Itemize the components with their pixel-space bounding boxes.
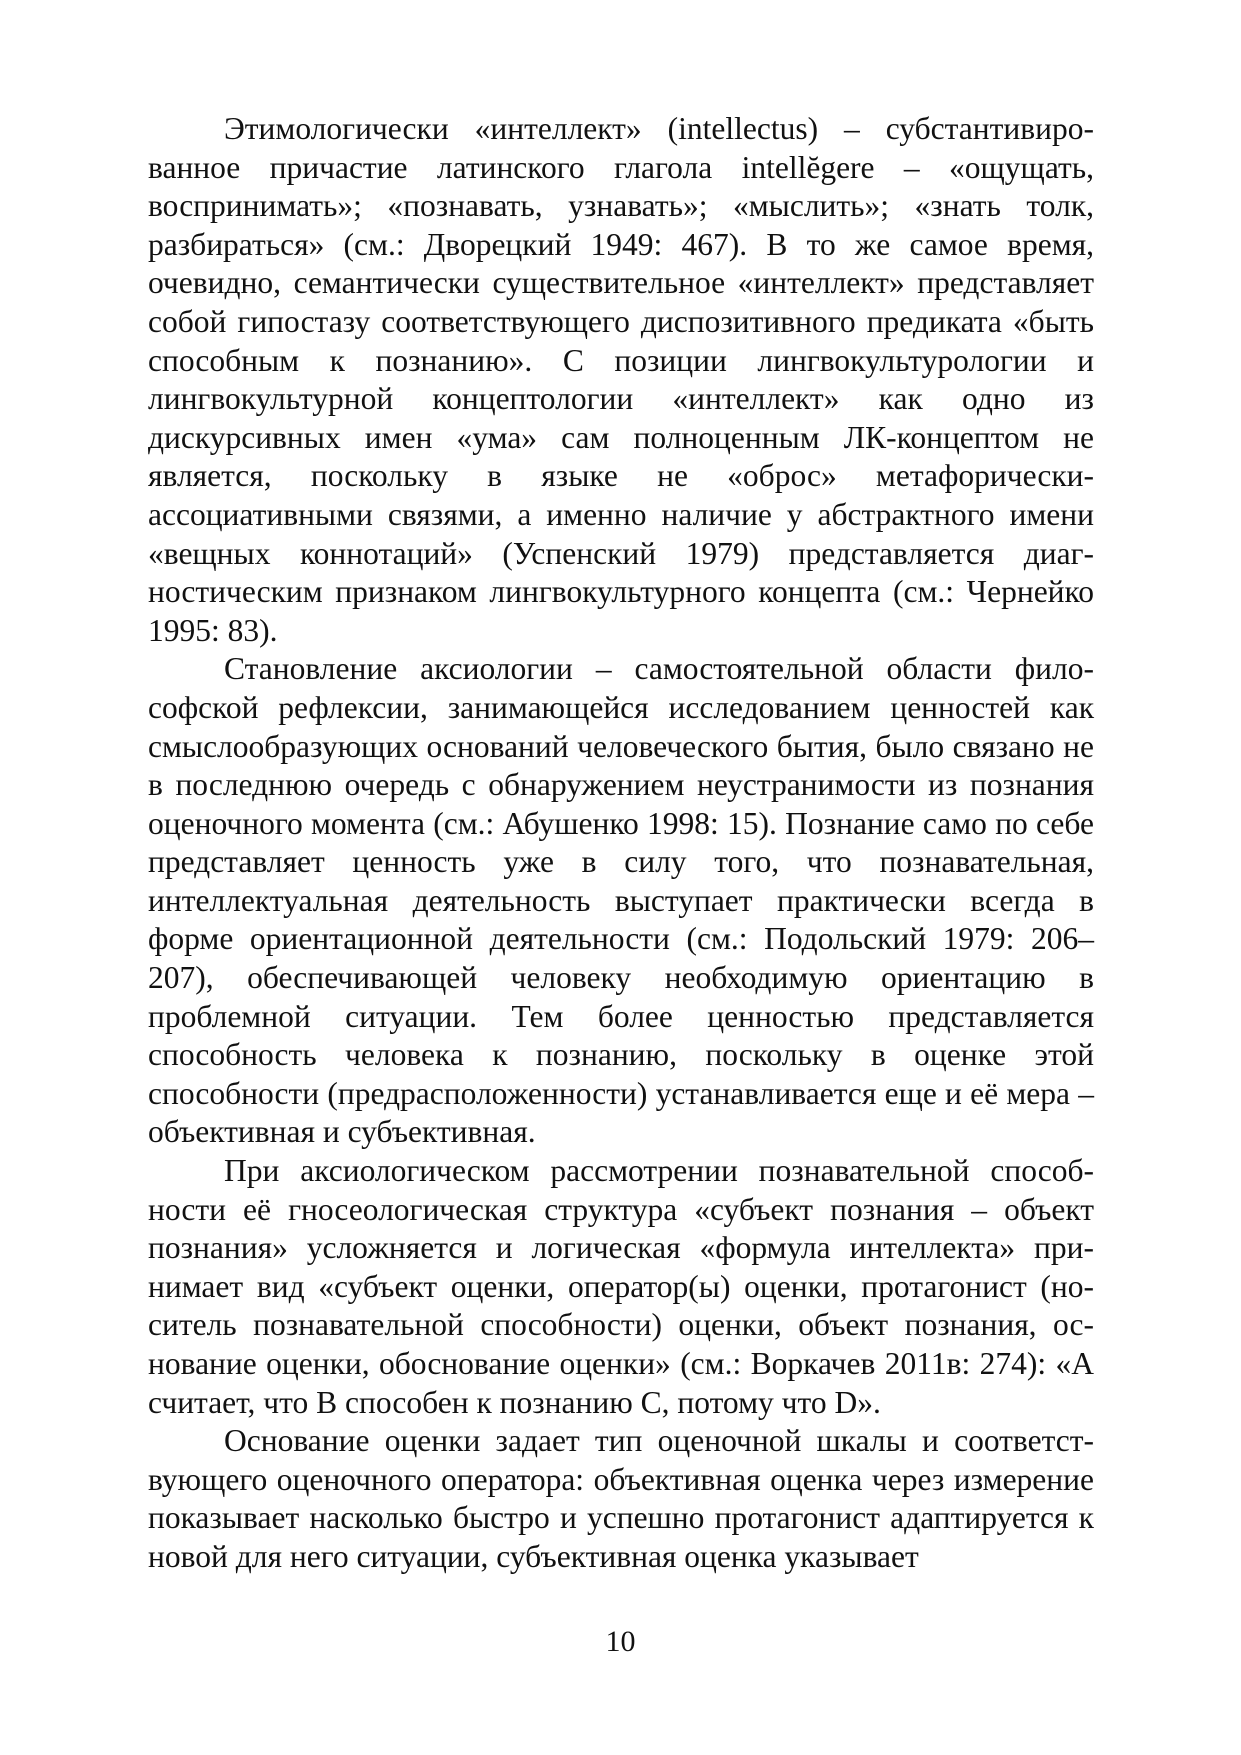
page-body [148, 110, 1094, 1577]
paragraph-evaluation-basis: Основание оценки задает тип оценочной шкалы и соответствующего оценочного оператора: объективная оценка через измерение показывает насколько быстро и успешно протагонист адаптируется к новой для него ситуации, субъективная оценка указывает [148, 1423, 1094, 1574]
paragraph-etymology: Этимологически «интеллект» (intellectus) – субстантивированное причастие латинского глагола intellĕgere – «ощущать, воспринимать»; «познавать, узнавать»; «мыслить»; «знать толк, разбираться» (см.: Дворецкий 1949: 467). В то же самое время, очевидно, семантически существительное «интеллект» представляет собой гипостазу соответствующего диспозитивного предиката «быть способным к познанию». С позиции лингвокультурологии и лингвокультурной концептологии «интеллект» как одно из дискурсивных имен «ума» сам полноценным ЛК-концептом не является, поскольку в языке не «оброс» метафорически-ассоциативными связями, а именно наличие у абстрактного имени «вещных коннотаций» (Успенский 1979) представляется диагностическим признаком лингвокультурного концепта (см.: Чернейко 1995: 83). [148, 111, 1094, 648]
paragraph-cognitive-ability: При аксиологическом рассмотрении познавательной способности её гносеологическая структура «субъект познания – объект познания» усложняется и логическая «формула интеллекта» принимает вид «субъект оценки, оператор(ы) оценки, протагонист (носитель познавательной способности) оценки, объект познания, основание оценки, обоснование оценки» (см.: Воркачев 2011в: 274): «А считает, что В способен к познанию С, потому что D». [148, 1153, 1094, 1420]
page-number: 10 [605, 1625, 636, 1658]
paragraph-axiology: Становление аксиологии – самостоятельной области философской рефлексии, занимающейся исследованием ценностей как смыслообразующих оснований человеческого бытия, было связано не в последнюю очередь с обнаружением неустранимости из познания оценочного момента (см.: Абушенко 1998: 15). Познание само по себе представляет ценность уже в силу того, что познавательная, интеллектуальная деятельность выступает практически всегда в форме ориентационной деятельности (см.: Подольский 1979: 206–207), обеспечивающей человеку необходимую ориентацию в проблемной ситуации. Тем более ценностью представляется способность человека к познанию, поскольку в оценке этой способности (предрасположенности) устанавливается еще и её мера – объективная и субъективная. [148, 651, 1094, 1150]
